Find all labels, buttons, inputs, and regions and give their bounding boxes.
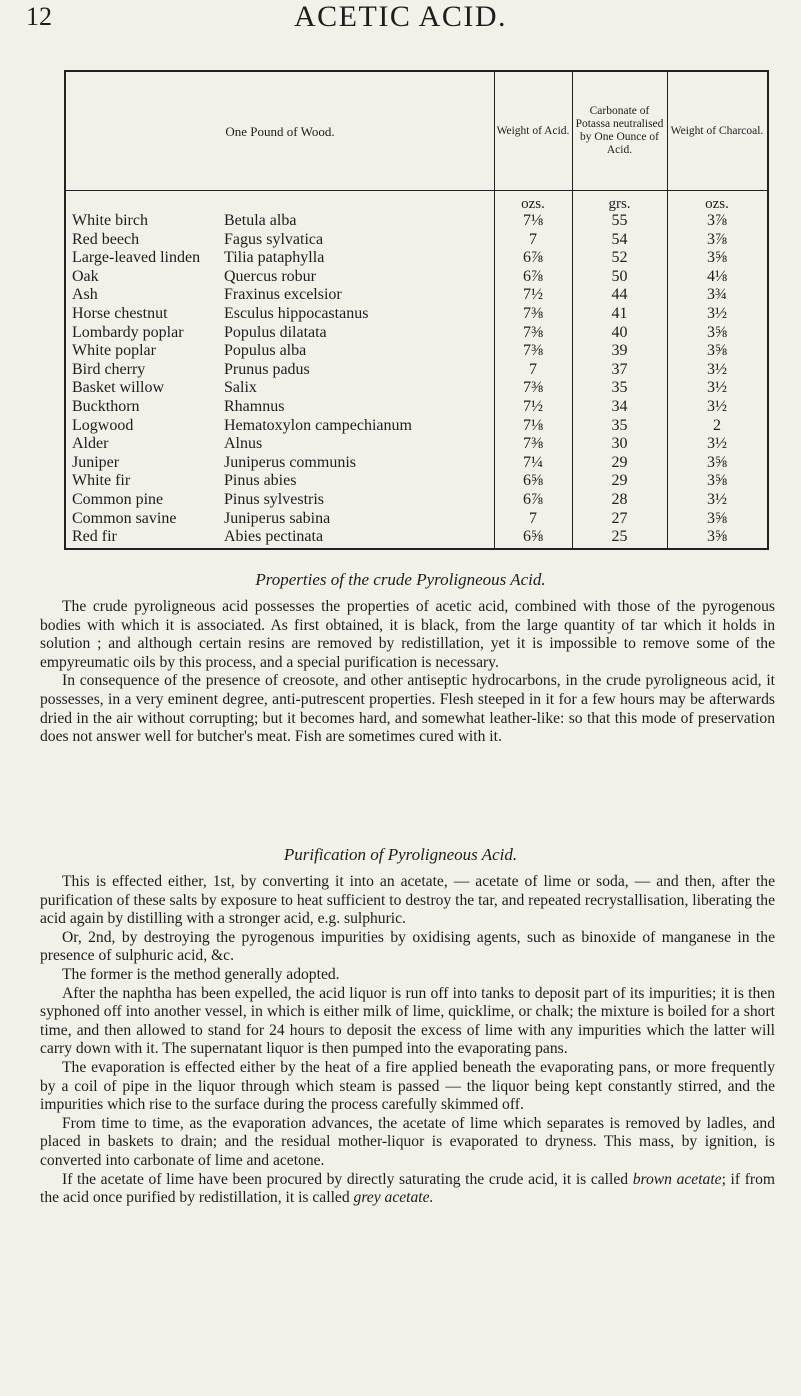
table-row — [66, 379, 767, 399]
cell-acid-weight: 6⅝ — [523, 528, 543, 546]
cell-charcoal: 3½ — [707, 435, 727, 453]
cell-charcoal: 3⅝ — [707, 509, 727, 527]
cell-charcoal: 3½ — [707, 379, 727, 397]
cell-charcoal: 3⅝ — [707, 528, 727, 546]
cell-acid-weight: 7⅜ — [523, 323, 543, 341]
cell-carbonate: 44 — [611, 286, 628, 304]
cell-carbonate: 35 — [611, 379, 628, 397]
cell-carbonate: 37 — [611, 360, 628, 378]
cell-charcoal: 3⅝ — [707, 453, 727, 471]
cell-common-name: Oak — [72, 267, 99, 285]
term-brown-acetate: brown acetate — [632, 1170, 722, 1188]
cell-acid-weight: 7⅜ — [523, 379, 543, 397]
cell-acid-weight: 7⅛ — [523, 212, 543, 229]
cell-charcoal: 3½ — [707, 305, 727, 322]
table-row — [66, 305, 767, 325]
cell-common-name: Buckthorn — [72, 398, 140, 415]
cell-latin-name: Fagus sylvatica — [224, 230, 324, 248]
cell-acid-weight: 6⅝ — [523, 472, 543, 490]
table-row — [66, 286, 767, 306]
paragraph: After the naphtha has been expelled, the acid liquor is run off into tanks to deposit part of its impurities; it is then syphoned off into another vessel, in which is either milk of lime, quicklime, or chalk; the mixture is boiled for a short time, and then allowed to stand for 24 hours to deposit the excess of lime with any impurities which the latter will carry down with it. The supernatant liquor is then pumped into the evaporating pans. — [40, 984, 775, 1058]
cell-carbonate: 41 — [611, 305, 628, 322]
cell-acid-weight: 7⅜ — [523, 342, 543, 360]
table-row — [66, 510, 767, 530]
cell-latin-name: Pinus sylvestris — [224, 491, 325, 508]
cell-latin-name: Tilia pataphylla — [224, 249, 325, 267]
cell-carbonate: 30 — [611, 435, 628, 453]
wood-acid-table — [64, 70, 769, 550]
cell-latin-name: Abies pectinata — [224, 528, 324, 546]
table-row — [66, 231, 767, 251]
cell-charcoal: 3⅞ — [707, 230, 727, 248]
cell-charcoal: 2 — [713, 416, 721, 434]
term-grey-acetate: grey acetate. — [353, 1189, 434, 1207]
running-title: ACETIC ACID. — [294, 0, 507, 33]
cell-carbonate: 29 — [611, 472, 628, 490]
cell-common-name: Red beech — [72, 230, 140, 248]
unit-charcoal: ozs. — [705, 196, 729, 212]
cell-acid-weight: 7 — [529, 360, 537, 378]
cell-charcoal: 3⅞ — [707, 212, 727, 229]
cell-latin-name: Quercus robur — [224, 267, 316, 285]
cell-acid-weight: 7⅜ — [523, 435, 543, 453]
cell-common-name: White poplar — [72, 342, 156, 360]
cell-latin-name: Prunus padus — [224, 360, 310, 378]
paragraph: The crude pyroligneous acid possesses the properties of acetic acid, combined with those of the pyrogenous bodies with which it is associated. As first obtained, it is black, from the large quantity of tar which it holds in solution ; and although certain resins are removed by redistillation, yet it is impossible to remove some of the empyreumatic oils by this process, and a special purification is necessary. — [40, 598, 775, 671]
text-run: If the acetate of lime have been procured by directly saturating the crude acid, it is called — [62, 1170, 633, 1188]
cell-common-name: White birch — [72, 212, 148, 229]
cell-acid-weight: 6⅞ — [523, 267, 543, 285]
cell-latin-name: Hematoxylon campechianum — [224, 416, 412, 434]
cell-charcoal: 3⅝ — [707, 472, 727, 490]
purification-text — [40, 873, 775, 1208]
paragraph: The evaporation is effected either by the heat of a fire applied beneath the evaporating pans, or more frequently by a coil of pipe in the liquor through which steam is passed — the liquor being kept constantly stirred, and the impurities which rise to the surface during the process carefully skimmed off. — [40, 1058, 775, 1114]
table-row — [66, 324, 767, 344]
properties-title: Properties of the crude Pyroligneous Acid. — [255, 570, 546, 589]
table-row — [66, 454, 767, 474]
paragraph: The former is the method generally adopted. — [62, 965, 340, 983]
cell-carbonate: 40 — [611, 323, 628, 341]
cell-carbonate: 29 — [611, 453, 628, 471]
table-row — [66, 417, 767, 437]
table-row — [66, 268, 767, 288]
cell-carbonate: 25 — [611, 528, 628, 546]
cell-common-name: Common pine — [72, 491, 164, 508]
cell-charcoal: 3¾ — [707, 286, 727, 304]
cell-acid-weight: 7½ — [523, 286, 543, 304]
cell-carbonate: 27 — [611, 509, 628, 527]
cell-common-name: Basket willow — [72, 379, 164, 397]
cell-acid-weight: 7 — [529, 509, 537, 527]
header-divider — [66, 190, 767, 191]
cell-common-name: Ash — [72, 286, 98, 304]
cell-latin-name: Populus dilatata — [224, 323, 327, 341]
text-run: ; if from the acid once purified by redistillation, it is called — [40, 1170, 776, 1207]
cell-carbonate: 28 — [611, 491, 628, 508]
cell-carbonate: 52 — [611, 249, 628, 267]
cell-acid-weight: 7¼ — [523, 453, 543, 471]
cell-common-name: Common savine — [72, 509, 177, 527]
cell-charcoal: 3½ — [707, 360, 727, 378]
cell-acid-weight: 7⅛ — [523, 416, 543, 434]
cell-acid-weight: 6⅞ — [523, 249, 543, 267]
cell-carbonate: 55 — [611, 212, 628, 229]
cell-acid-weight: 6⅞ — [523, 491, 543, 508]
cell-common-name: Red fir — [72, 528, 117, 546]
header-charcoal: Weight of Charcoal. — [670, 124, 764, 137]
paragraph: This is effected either, 1st, by converting it into an acetate, — acetate of lime or soda, — and then, after the purification of these salts by exposure to heat sufficient to destroy the tar, and repeated recrystallisation, liberating the acid again by distilling with a stronger acid, e.g. sulphuric. — [40, 873, 775, 928]
cell-charcoal: 3⅝ — [707, 323, 727, 341]
cell-charcoal: 3½ — [707, 491, 727, 508]
table-row — [66, 435, 767, 455]
cell-common-name: Large-leaved linden — [72, 249, 201, 267]
cell-common-name: Logwood — [72, 416, 134, 434]
cell-latin-name: Alnus — [224, 435, 263, 453]
cell-charcoal: 3½ — [707, 398, 727, 415]
cell-charcoal: 3⅝ — [707, 342, 727, 360]
cell-latin-name: Populus alba — [224, 342, 307, 360]
cell-latin-name: Juniperus communis — [224, 453, 356, 471]
table-row — [66, 342, 767, 362]
unit-carbonate: grs. — [608, 196, 631, 212]
table-row — [66, 212, 767, 232]
paragraph: From time to time, as the evaporation advances, the acetate of lime which separates is removed by ladles, and placed in baskets to drain; and the residual mother-liquor is evaporated to dryness. This mass, by ignition, is converted into carbonate of lime and acetone. — [40, 1114, 775, 1169]
page-header — [0, 0, 801, 60]
cell-carbonate: 34 — [611, 398, 628, 415]
cell-carbonate: 35 — [611, 416, 628, 434]
table-row — [66, 491, 767, 511]
cell-latin-name: Rhamnus — [224, 398, 285, 415]
cell-carbonate: 39 — [611, 342, 628, 360]
header-acid-weight: Weight of Acid. — [496, 124, 570, 137]
cell-latin-name: Juniperus sabina — [224, 509, 331, 527]
header-wood: One Pound of Wood. — [225, 123, 335, 139]
cell-charcoal: 3⅝ — [707, 249, 727, 267]
cell-latin-name: Salix — [224, 379, 257, 397]
cell-common-name: Juniper — [72, 453, 120, 471]
table-row — [66, 472, 767, 492]
cell-common-name: Alder — [72, 435, 109, 453]
unit-acid: ozs. — [521, 196, 545, 212]
table-row — [66, 398, 767, 418]
table-row — [66, 528, 767, 548]
cell-common-name: Lombardy poplar — [72, 323, 184, 341]
page-number: 12 — [26, 2, 52, 31]
properties-text — [40, 598, 775, 747]
table-row — [66, 361, 767, 381]
cell-latin-name: Pinus abies — [224, 472, 297, 490]
cell-acid-weight: 7⅜ — [523, 305, 543, 322]
paragraph: Or, 2nd, by destroying the pyrogenous impurities by oxidising agents, such as binoxide of manganese in the presence of sulphuric acid, &c. — [40, 928, 775, 965]
cell-charcoal: 4⅛ — [707, 267, 727, 285]
cell-acid-weight: 7½ — [523, 398, 543, 415]
purification-title: Purification of Pyroligneous Acid. — [283, 845, 518, 864]
cell-acid-weight: 7 — [529, 230, 537, 248]
cell-common-name: Bird cherry — [72, 360, 146, 378]
cell-latin-name: Betula alba — [224, 212, 297, 229]
header-carbonate: Carbonate of Potassa neutralised by One Ounce of Acid. — [575, 105, 664, 156]
cell-common-name: White fir — [72, 472, 131, 490]
cell-carbonate: 50 — [611, 267, 628, 285]
cell-carbonate: 54 — [611, 230, 628, 248]
paragraph: In consequence of the presence of creosote, and other antiseptic hydrocarbons, in the crude pyroligneous acid, it possesses, in a very eminent degree, anti-putrescent properties. Flesh steeped in it for a few hours may be afterwards dried in the air without corrupting; but it becomes hard, and somewhat leather-like: so that this mode of preservation does not answer well for butcher's meat. Fish are sometimes cured with it. — [40, 672, 775, 746]
paragraph — [40, 1171, 775, 1208]
cell-latin-name: Esculus hippocastanus — [224, 305, 369, 322]
cell-latin-name: Fraxinus excelsior — [224, 286, 342, 304]
table-row — [66, 249, 767, 269]
cell-common-name: Horse chestnut — [72, 305, 168, 322]
